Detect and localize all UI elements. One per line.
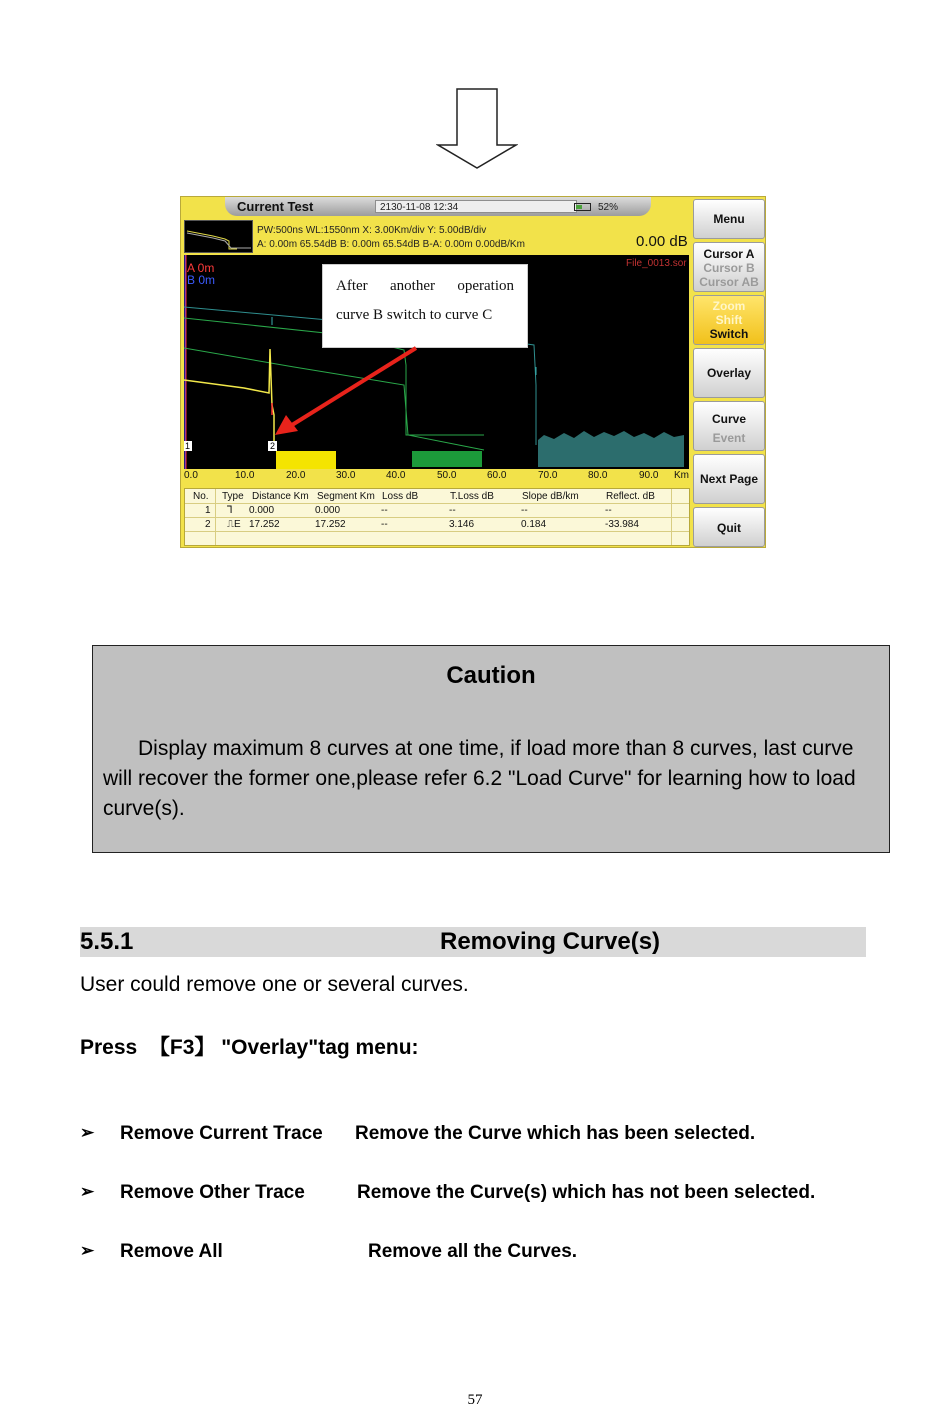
bullet-arrow-icon: ➢ xyxy=(80,1241,95,1260)
x-tick: 40.0 xyxy=(386,470,406,481)
menu-label: Menu xyxy=(713,212,745,226)
quit-label: Quit xyxy=(717,521,741,535)
x-tick: 60.0 xyxy=(487,470,507,481)
x-tick: 80.0 xyxy=(588,470,608,481)
x-tick: 20.0 xyxy=(286,470,306,481)
cursor-b-option: Cursor B xyxy=(703,261,755,275)
overlay-label: Overlay xyxy=(706,366,752,380)
caution-text: Display maximum 8 curves at one time, if load more than 8 curves, last curve will recover the former one,please refer 6.2 "Load Curve" for learning how to load curve(s). xyxy=(103,737,856,820)
event-marker-2: 2 xyxy=(270,441,276,451)
event-marker-1: 1 xyxy=(185,441,191,451)
bullet-arrow-icon: ➢ xyxy=(80,1182,95,1201)
curve-event-button[interactable] xyxy=(693,401,765,451)
down-arrow-icon xyxy=(436,88,518,170)
red-arrow-icon xyxy=(270,345,420,440)
column-header: Type xyxy=(222,491,244,502)
screen-title: Current Test xyxy=(237,199,314,214)
annotation-line-2: curve B switch to curve C xyxy=(336,307,493,323)
cursor-a-label: A 0m xyxy=(187,261,215,275)
table-cell: 2 xyxy=(205,519,211,530)
x-unit: Km xyxy=(674,470,689,481)
column-header: Slope dB/km xyxy=(522,491,579,502)
trace-thumbnail[interactable] xyxy=(184,220,253,253)
overlay-button[interactable] xyxy=(693,348,765,398)
column-header: Reflect. dB xyxy=(606,491,655,502)
next-page-label: Next Page xyxy=(699,472,759,486)
table-cell: -- xyxy=(449,505,456,516)
column-header: No. xyxy=(193,491,209,502)
option-name: Remove Other Trace xyxy=(120,1182,305,1203)
event-table xyxy=(184,488,690,546)
x-tick: 0.0 xyxy=(184,470,198,481)
cursor-button[interactable] xyxy=(693,242,765,292)
zoom-option: Zoom xyxy=(712,299,746,313)
event-option: Event xyxy=(712,431,746,445)
option-description: Remove the Curve(s) which has not been selected. xyxy=(357,1182,816,1203)
otdr-screenshot xyxy=(180,196,766,548)
table-cell: ⅂ xyxy=(227,505,233,516)
shift-option: Shift xyxy=(715,313,743,327)
next-page-button[interactable] xyxy=(693,454,765,504)
table-cell: -- xyxy=(381,519,388,530)
table-cell: -- xyxy=(521,505,528,516)
table-cell: ⎍E xyxy=(227,519,241,530)
cursor-readout: A: 0.00m 65.54dB B: 0.00m 65.54dB B-A: 0.00m 0.00dB/Km xyxy=(257,239,525,250)
section-title: Removing Curve(s) xyxy=(440,928,661,955)
battery-icon xyxy=(574,203,591,211)
x-axis xyxy=(184,470,694,484)
softkey-panel xyxy=(693,197,765,547)
section-intro: User could remove one or several curves. xyxy=(80,973,469,996)
bullet-arrow-icon: ➢ xyxy=(80,1123,95,1142)
option-name: Remove Current Trace xyxy=(120,1123,323,1144)
column-header: Distance Km xyxy=(252,491,309,502)
table-cell: -- xyxy=(605,505,612,516)
table-cell: 3.146 xyxy=(449,519,475,530)
x-tick: 70.0 xyxy=(538,470,558,481)
quit-button[interactable] xyxy=(693,507,765,547)
x-tick: 90.0 xyxy=(639,470,659,481)
datetime-text: 2130-11-08 12:34 xyxy=(380,202,459,213)
filename-label: File_0013.sor xyxy=(626,258,687,269)
table-cell: -- xyxy=(381,505,388,516)
mode-button[interactable] xyxy=(693,295,765,345)
menu-button[interactable] xyxy=(693,199,765,239)
table-cell: 0.184 xyxy=(521,519,547,530)
caution-title: Caution xyxy=(446,662,536,689)
instruction-line: Press 【F3】 "Overlay"tag menu: xyxy=(80,1036,419,1059)
db-readout: 0.00 dB xyxy=(636,233,688,250)
section-heading xyxy=(80,927,866,957)
table-cell: 0.000 xyxy=(249,505,275,516)
column-header: T.Loss dB xyxy=(450,491,494,502)
option-description: Remove all the Curves. xyxy=(368,1241,578,1262)
page-number: 57 xyxy=(467,1392,483,1408)
column-header: Segment Km xyxy=(317,491,375,502)
table-cell: -33.984 xyxy=(605,519,639,530)
cursor-b-label: B 0m xyxy=(187,273,216,287)
caution-box xyxy=(92,645,890,853)
battery-level: 52% xyxy=(598,202,619,213)
cursor-ab-option: Cursor AB xyxy=(699,275,759,289)
x-tick: 10.0 xyxy=(235,470,255,481)
cursor-a-option: Cursor A xyxy=(703,247,755,261)
x-tick: 50.0 xyxy=(437,470,457,481)
column-header: Loss dB xyxy=(382,491,419,502)
table-cell: 1 xyxy=(205,505,211,516)
curve-option: Curve xyxy=(711,412,746,426)
annotation-line-1: After another operation xyxy=(336,278,514,294)
x-tick: 30.0 xyxy=(336,470,356,481)
test-params: PW:500ns WL:1550nm X: 3.00Km/div Y: 5.00dB/div xyxy=(257,225,487,236)
section-number: 5.5.1 xyxy=(80,928,134,955)
table-cell: 17.252 xyxy=(249,519,280,530)
table-cell: 0.000 xyxy=(315,505,341,516)
option-description: Remove the Curve which has been selected. xyxy=(355,1123,756,1144)
datetime-box xyxy=(375,200,619,213)
switch-option: Switch xyxy=(709,327,749,341)
title-bar xyxy=(225,197,651,216)
annotation-callout xyxy=(322,264,528,348)
table-cell: 17.252 xyxy=(315,519,346,530)
option-name: Remove All xyxy=(120,1241,223,1262)
